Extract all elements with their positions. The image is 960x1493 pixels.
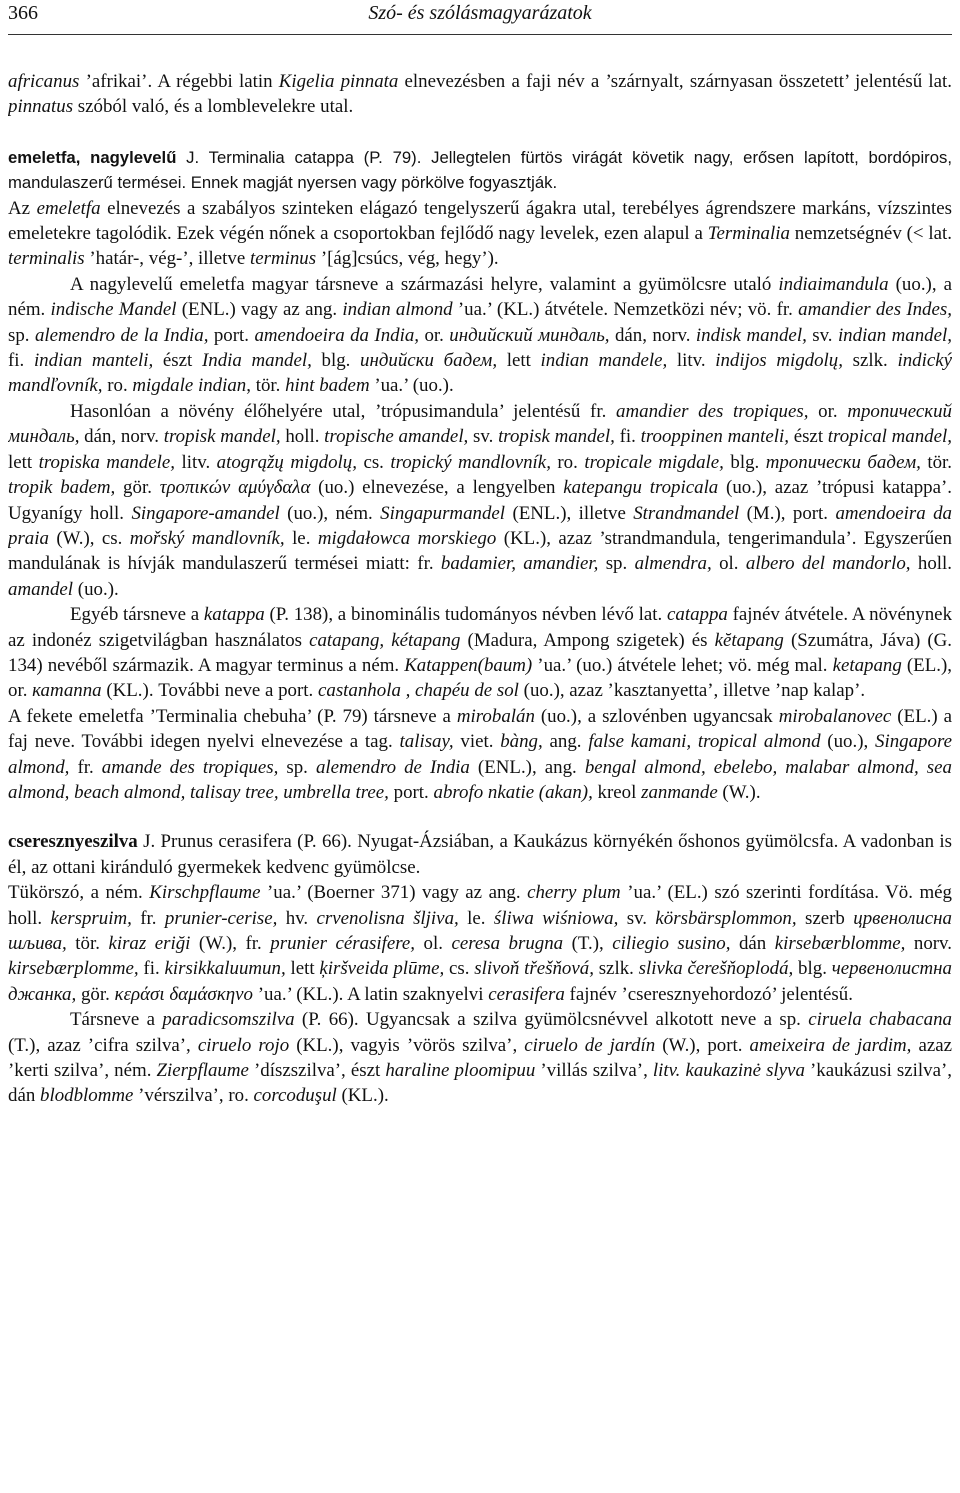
headword: emeletfa, nagylevelű bbox=[8, 147, 177, 167]
text-run: Társneve a bbox=[70, 1009, 163, 1031]
paragraph-b9 bbox=[8, 880, 952, 1007]
text-run: blg. bbox=[311, 350, 361, 372]
italic-term: talisay, bbox=[399, 731, 454, 753]
italic-term: India mandel, bbox=[201, 350, 312, 372]
text-run: (Madura, Ampong szigetek) és bbox=[460, 629, 715, 651]
text-run: (ENL.) vagy az ang. bbox=[176, 299, 343, 321]
italic-term: тропически бадем, bbox=[765, 451, 921, 473]
text-run: holl. bbox=[910, 553, 952, 575]
text-run: lett bbox=[497, 350, 541, 372]
text-run: (W.), port. bbox=[655, 1034, 750, 1056]
text-run: dán, norv. bbox=[609, 324, 696, 346]
italic-term: amande des tropiques, bbox=[101, 756, 279, 778]
text-run: ’vérszilva’, ro. bbox=[133, 1085, 254, 1107]
italic-term: litv. kaukazinė slyva bbox=[652, 1060, 805, 1082]
paragraph-b3 bbox=[8, 196, 952, 272]
italic-term: tropical mandel, bbox=[827, 426, 952, 448]
italic-term: castanhola , chapéu de sol bbox=[317, 680, 519, 702]
italic-term: tropisk mandel, bbox=[163, 426, 281, 448]
italic-term: migdałowca morskiego bbox=[317, 527, 497, 549]
text-run: ro. bbox=[102, 375, 133, 397]
text-run: ro. bbox=[550, 451, 585, 473]
text-run: Tükörszó, a ném. bbox=[8, 882, 150, 904]
italic-term: terminalis bbox=[8, 248, 85, 270]
text-run: (W.), cs. bbox=[48, 527, 130, 549]
text-run: sp. bbox=[598, 553, 635, 575]
text-run: azaz ’kerti szilva’, ném. bbox=[8, 1034, 952, 1082]
italic-term: paradicsomszilva bbox=[162, 1009, 295, 1031]
text-run: dán, norv. bbox=[79, 426, 164, 448]
text-run: or. bbox=[419, 324, 450, 346]
text-run: (ENL.), ang. bbox=[469, 756, 585, 778]
text-run: (P. 138), a binominális tudományos névben lévő lat. bbox=[264, 604, 667, 626]
text-run: ’kaukázusi szilva’, dán bbox=[8, 1060, 952, 1107]
italic-term: mirobalanovec bbox=[778, 705, 892, 727]
text-run: (T.), azaz ’cifra szilva’, bbox=[8, 1034, 198, 1056]
italic-term: atogrąžų migdolų, bbox=[216, 451, 357, 473]
text-run: , tör. bbox=[246, 375, 286, 397]
text-run: fi. bbox=[8, 350, 34, 372]
italic-term: indian manteli, bbox=[33, 350, 154, 372]
italic-term: prunier cérasifere, bbox=[270, 933, 416, 954]
text-run: ang. bbox=[542, 731, 589, 753]
italic-term: kerspruim, bbox=[50, 907, 132, 929]
text-run: ol. bbox=[711, 553, 746, 575]
text-run: fi. bbox=[138, 958, 165, 980]
italic-term: cerasifera bbox=[488, 983, 565, 1005]
text-run: ’afrikai’. A régebbi latin bbox=[79, 71, 279, 92]
text-run: (uo.), ném. bbox=[279, 502, 381, 524]
italic-term: ciruelo rojo bbox=[197, 1034, 290, 1056]
text-run: A fekete emeletfa ’Terminalia chebuha’ (P. 79) társneve a bbox=[8, 705, 457, 727]
italic-term: indische Mandel bbox=[50, 299, 177, 321]
italic-term: prunier-cerise, bbox=[164, 907, 278, 929]
italic-term: zanmande bbox=[641, 781, 718, 803]
text-run: ’villás szilva’, bbox=[535, 1060, 653, 1082]
italic-term: bengal almond, ebelebo, malabar almond, sea almond, beach almond, talisay tree, umbrella tree, bbox=[8, 756, 952, 803]
italic-term: amandier des Indes, bbox=[798, 299, 952, 321]
italic-term: indisk mandel, bbox=[695, 324, 807, 346]
text-run: cs. bbox=[356, 451, 391, 473]
paragraph-b4 bbox=[8, 272, 952, 399]
text-run: ’ua.’ (EL.) szó szerinti fordítása. Vö. még holl. bbox=[8, 882, 952, 929]
text-run: J. Prunus cerasifera (P. 66). Nyugat-Ázsiában, a Kaukázus környékén őshonos gyümölcsfa. A vadonban is él, az ottani kiránduló gyermekek kedvenc gyümölcse. bbox=[8, 831, 952, 878]
italic-term: cherry plum bbox=[527, 882, 621, 904]
italic-term: alemendro de India bbox=[315, 756, 470, 778]
italic-term: ketapang bbox=[832, 654, 902, 676]
text-run: szlk. bbox=[842, 350, 898, 372]
text-run: lett bbox=[285, 958, 320, 980]
text-run: blg. bbox=[723, 451, 766, 473]
text-run: szerb bbox=[796, 907, 854, 929]
italic-term: Kirschpflaume bbox=[149, 882, 261, 904]
italic-term: pinnatus bbox=[8, 96, 74, 118]
italic-term: crvenolisna šljiva, bbox=[316, 907, 459, 929]
text-run: kreol bbox=[592, 781, 642, 803]
italic-term: alemendro de la India, bbox=[34, 324, 209, 346]
italic-term: tropicale migdale, bbox=[584, 451, 724, 473]
text-run: viet. bbox=[453, 731, 501, 753]
italic-term: bàng, bbox=[500, 731, 543, 753]
italic-term: ciruela chabacana bbox=[808, 1009, 952, 1031]
text-run: or. bbox=[808, 400, 848, 422]
text-run: A nagylevelű emeletfa magyar társneve a származási helyre, valamint a gyümölcsre utaló bbox=[70, 273, 779, 295]
page-number: 366 bbox=[8, 2, 38, 24]
italic-term: индийски бадем, bbox=[360, 350, 498, 372]
italic-term: kirsebærblomme, bbox=[774, 933, 906, 954]
italic-term: kĕtapang bbox=[714, 629, 784, 651]
text-run: (P. 66). Ugyancsak a szilva gyümölcsnévvel alkotott neve a sp. bbox=[294, 1009, 809, 1031]
text-run: fr. bbox=[131, 907, 165, 929]
italic-term: hint badem bbox=[285, 375, 370, 397]
text-run: le. bbox=[284, 527, 318, 549]
italic-term: Terminalia bbox=[707, 223, 790, 245]
italic-term: Singapurmandel bbox=[380, 502, 506, 524]
italic-term: tropisk mandel, bbox=[498, 426, 615, 448]
text-run: ’határ-, vég-’, illetve bbox=[84, 248, 250, 270]
text-run: (KL.). bbox=[336, 1085, 389, 1107]
italic-term: kirsebærplomme, bbox=[8, 958, 139, 980]
text-run: észt bbox=[153, 350, 202, 372]
italic-term: terminus bbox=[249, 248, 317, 270]
text-run: blg. bbox=[793, 958, 832, 980]
text-run: elnevezésben a faji név a ’szárnyalt, szárnyasan összetett’ jelentésű lat. bbox=[398, 71, 952, 92]
italic-term: katepangu tropicala bbox=[563, 477, 719, 499]
italic-term: śliwa wiśniowa, bbox=[493, 907, 619, 929]
italic-term: indian almond bbox=[342, 299, 453, 321]
italic-term: tropische amandel, bbox=[324, 426, 469, 448]
text-run: cs. bbox=[444, 958, 475, 980]
text-run: (W.), fr. bbox=[190, 933, 271, 954]
text-run: dán bbox=[730, 933, 775, 954]
text-run: J. Terminalia catappa (P. 79). Jellegtelen fürtös virágát követik nagy, erősen lapított, bordópiros, mandulaszerű termései. Ennek magját nyersen vagy pörkölve fogyasztják. bbox=[8, 147, 952, 193]
italic-term: slivoň třešňová, bbox=[474, 958, 594, 980]
text-run: ’ua.’ (uo.) átvétele lehet; vö. még mal. bbox=[532, 654, 833, 676]
italic-term: amandier des tropiques, bbox=[616, 400, 809, 422]
text-run: (uo.), a ném. bbox=[8, 273, 952, 321]
text-run: Egyéb társneve a bbox=[70, 604, 204, 626]
paragraph-b7 bbox=[8, 704, 952, 806]
text-run: (KL.), azaz ’strandmandula, tengerimandula’. Egyszerűen mandulának is hívják mandulaszerű termései miatt: fr. bbox=[8, 527, 952, 575]
italic-term: mořský mandlovník, bbox=[129, 527, 285, 549]
text-run: (ENL.), illetve bbox=[505, 502, 634, 524]
text-run: fr. bbox=[69, 756, 102, 778]
italic-term: migdale indian bbox=[132, 375, 247, 397]
italic-term: catapang, kétapang bbox=[309, 629, 461, 651]
text-run: (T.), bbox=[563, 933, 613, 954]
text-run: tör. bbox=[66, 933, 109, 954]
paragraph-b10 bbox=[8, 1007, 952, 1109]
italic-term: blodblomme bbox=[40, 1085, 134, 1107]
italic-term: katappa bbox=[203, 604, 265, 626]
text-run: litv. bbox=[175, 451, 217, 473]
text-run: (KL.). További neve a port. bbox=[101, 680, 318, 702]
text-run: (uo.), azaz ’trópusi katappa’. Ugyanígy holl. bbox=[8, 477, 952, 524]
text-run: ’ua.’ (KL.). A latin szaknyelvi bbox=[253, 983, 489, 1005]
text-run: (uo.), bbox=[820, 731, 876, 753]
text-run: sp. bbox=[278, 756, 316, 778]
text-run: (EL.) a faj neve. További idegen nyelvi elnevezése a tag. bbox=[8, 705, 952, 753]
italic-term: emeletfa bbox=[36, 197, 101, 219]
italic-term: africanus bbox=[8, 71, 80, 92]
italic-term: tropik badem, bbox=[8, 477, 116, 499]
paragraph-b2 bbox=[8, 145, 952, 196]
italic-term: tropický mandlovník, bbox=[390, 451, 551, 473]
text-run: (uo.), a szlovénben ugyancsak bbox=[534, 705, 779, 727]
paragraph-b8 bbox=[8, 829, 952, 880]
running-title: Szó- és szólásmagyarázatok bbox=[368, 2, 592, 24]
italic-term: körsbärsplommon, bbox=[655, 907, 797, 929]
italic-term: Zierpflaume bbox=[156, 1060, 249, 1082]
text-run: norv. bbox=[905, 933, 952, 954]
italic-term: Strandmandel bbox=[633, 502, 740, 524]
italic-term: ceresa brugna bbox=[451, 933, 564, 954]
italic-term: τροπικών αμύγδαλα bbox=[159, 477, 311, 499]
italic-term: badamier, amandier, bbox=[440, 553, 599, 575]
text-run: (EL.), or. bbox=[8, 654, 952, 702]
italic-term: indian mandel, bbox=[837, 324, 952, 346]
text-run: ’díszszilva’, észt bbox=[248, 1060, 386, 1082]
page-header bbox=[8, 0, 952, 35]
italic-term: Singapore-amandel bbox=[131, 502, 280, 524]
italic-term: ameixeira de jardim, bbox=[749, 1034, 912, 1056]
italic-term: almendra, bbox=[634, 553, 712, 575]
italic-term: Katappen(baum) bbox=[404, 654, 533, 676]
text-run: Hasonlóan a növény élőhelyére utal, ’trópusimandula’ jelentésű fr. bbox=[70, 400, 617, 422]
text-run: nemzetségnév (< lat. bbox=[789, 223, 952, 245]
text-run: fajnév átvétele. A növénynek az indonéz szigetvilágban használatos bbox=[8, 604, 952, 651]
italic-term: amendoeira da India, bbox=[254, 324, 420, 346]
headword: cseresznyeszilva bbox=[8, 831, 138, 853]
text-run: fi. bbox=[614, 426, 641, 448]
text-run: port. bbox=[208, 324, 255, 346]
italic-term: тропический миндаль, bbox=[8, 400, 952, 448]
text-run: ’ua.’ (Boerner 371) vagy az ang. bbox=[260, 882, 528, 904]
text-run: sv. bbox=[468, 426, 499, 448]
text-run: port. bbox=[388, 781, 434, 803]
italic-term: false kamani, tropical almond bbox=[588, 731, 821, 753]
italic-term: индийский миндаль, bbox=[449, 324, 610, 346]
text-run: ’ua.’ (KL.) átvétele. Nemzetközi név; vö. fr. bbox=[452, 299, 799, 321]
text-run: Az bbox=[8, 197, 37, 219]
italic-term: kiraz eriği bbox=[108, 933, 191, 954]
italic-term: κεράσι δαμάσκηνο bbox=[114, 983, 254, 1005]
italic-term: ciliegio susino, bbox=[612, 933, 731, 954]
italic-term: kirsikkaluumun, bbox=[164, 958, 286, 980]
italic-term: corcoduşul bbox=[253, 1085, 337, 1107]
text-run: fajnév ’cseresznyehordozó’ jelentésű. bbox=[564, 983, 853, 1005]
italic-term: indian mandele, bbox=[540, 350, 668, 372]
italic-term: червенолистна джанка, bbox=[8, 958, 952, 1005]
paragraph-b1 bbox=[8, 69, 952, 120]
text-run: ’ua.’ (uo.). bbox=[369, 375, 454, 397]
italic-term: tropiska mandele, bbox=[38, 451, 176, 473]
italic-term: indijos migdolų, bbox=[715, 350, 843, 372]
italic-term: mirobalán bbox=[456, 705, 535, 727]
text-run: ’[ág]csúcs, vég, hegy’). bbox=[316, 248, 499, 270]
italic-term: abrofo nkatie (akan), bbox=[433, 781, 593, 803]
paragraph-b5 bbox=[8, 399, 952, 602]
text-run: elnevezés a szabályos szinteken elágazó tengelyszerű ágakra utal, terebélyes ágrendszere markáns, vízszintes emeletekre tagolódik. Ezek végén nőnek a csoportokban fejlődő nagy levelek, ezen alapul a bbox=[8, 197, 952, 245]
italic-term: Kigelia pinnata bbox=[278, 71, 399, 92]
text-run: (uo.), azaz ’kasztanyetta’, illetve ’nap kalap’. bbox=[518, 680, 866, 702]
italic-term: indický mandľovník, bbox=[8, 350, 952, 397]
italic-term: haraline ploomipuu bbox=[385, 1060, 536, 1082]
text-run: le. bbox=[458, 907, 494, 929]
text-run: hv. bbox=[277, 907, 317, 929]
italic-term: amendoeira da praia bbox=[8, 502, 952, 549]
text-run: észt bbox=[788, 426, 828, 448]
text-run: (M.), port. bbox=[739, 502, 836, 524]
italic-term: indiaimandula bbox=[778, 273, 889, 295]
italic-term: црвенолисна шљива, bbox=[8, 907, 952, 954]
text-run: (Szumátra, Jáva) (G. 134) nevéből származik. A magyar terminus a ném. bbox=[8, 629, 952, 676]
italic-term: amandel bbox=[8, 578, 74, 600]
italic-term: Singapore almond, bbox=[8, 731, 952, 778]
italic-term: albero del mandorlo, bbox=[745, 553, 911, 575]
italic-term: catappa bbox=[667, 604, 728, 626]
text-run: sp. bbox=[8, 324, 35, 346]
paragraph-b6 bbox=[8, 602, 952, 704]
text-run: sv. bbox=[806, 324, 838, 346]
text-run: litv. bbox=[667, 350, 716, 372]
text-run: tör. bbox=[920, 451, 952, 473]
text-run: ol. bbox=[415, 933, 452, 954]
text-run: gör. bbox=[115, 477, 160, 499]
text-run: (W.). bbox=[717, 781, 761, 803]
book-page bbox=[8, 0, 952, 1493]
text-run: (uo.). bbox=[73, 578, 119, 600]
italic-term: trooppinen manteli, bbox=[640, 426, 789, 448]
text-run: (uo.) elnevezése, a lengyelben bbox=[310, 477, 564, 499]
text-run: gör. bbox=[76, 983, 115, 1005]
text-run: (KL.), vagyis ’vörös szilva’, bbox=[289, 1034, 525, 1056]
text-run: holl. bbox=[280, 426, 325, 448]
italic-term: slivka čerešňoplodá, bbox=[638, 958, 794, 980]
italic-term: катаппа bbox=[32, 680, 102, 702]
italic-term: ķiršveida plūme, bbox=[319, 958, 445, 980]
text-run: szlk. bbox=[593, 958, 639, 980]
page-body bbox=[8, 69, 952, 1109]
text-run: szóból való, és a lomblevelekre utal. bbox=[73, 96, 354, 118]
italic-term: ciruelo de jardín bbox=[524, 1034, 656, 1056]
text-run: lett bbox=[8, 451, 39, 473]
text-run: sv. bbox=[618, 907, 656, 929]
